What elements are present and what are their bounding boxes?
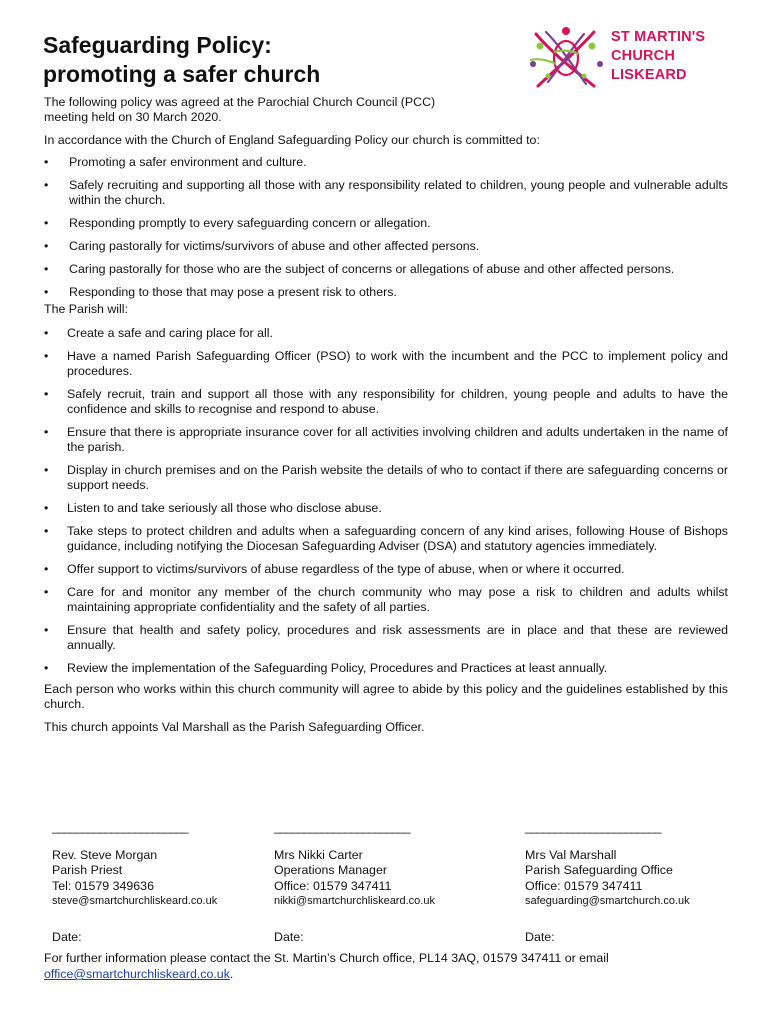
abide-statement: Each person who works within this church community will agree to abide by this policy and the guidelines established by this church. [44,682,728,711]
list-item: • Take steps to protect children and adults when a safeguarding concern of any kind arises, following House of Bishops guidance, including notifying the Diocesan Safeguarding Adviser (DSA) and statutory agencies immediately. [44,524,728,554]
signature-line: _______________________ [274,820,410,834]
committed-intro: In accordance with the Church of England Safeguarding Policy our church is committed to: [44,133,540,147]
logo-wordmark [611,28,705,85]
signatory-phone: Office: 01579 347411 [274,878,392,893]
signatory-role: Parish Priest [52,863,123,877]
list-item: • Safely recruit, train and support all those with any responsibility for children, young people and adults to have the confidence and skills to recognise and respond to abuse. [44,387,728,417]
signatory-role: Parish Safeguarding Office [525,863,673,877]
signatures [52,820,742,944]
list-item: • Promoting a safer environment and culture. [44,155,728,170]
contact-footer [44,950,734,982]
list-item: • Create a safe and caring place for all. [44,326,728,341]
logo-line-3: LISKEARD [611,67,687,83]
list-item: • Responding to those that may pose a present risk to others. [44,285,728,300]
date-label: Date: [525,929,555,944]
page-title [43,31,320,89]
signature-block-priest [52,820,217,945]
signature-line: _______________________ [525,820,661,834]
title-line-2: promoting a safer church [43,61,321,87]
parish-duties-list [44,326,728,676]
list-item: • Caring pastorally for victims/survivors of abuse and other affected persons. [44,239,728,254]
policy-body [44,95,728,743]
office-email-link[interactable]: office@smartchurchliskeard.co.uk [44,967,230,981]
signature-block-safeguarding [525,820,690,945]
signatory-email: nikki@smartchurchliskeard.co.uk [274,895,435,907]
commitments-list [44,155,728,300]
list-item: • Listen to and take seriously all those who disclose abuse. [44,501,728,516]
list-item: • Ensure that health and safety policy, procedures and risk assessments are in place and that these are reviewed annually. [44,623,728,653]
dancing-figures-logo-icon [528,24,608,94]
signatory-phone: Tel: 01579 349636 [52,878,154,893]
list-item: • Safely recruiting and supporting all those with any responsibility related to children, young people and vulnerable adults within the church. [44,178,728,208]
list-item: • Review the implementation of the Safeguarding Policy, Procedures and Practices at least annually. [44,661,728,676]
signatory-email: safeguarding@smartchurch.co.uk [525,895,690,907]
agreed-statement [44,95,728,125]
list-item: • Display in church premises and on the Parish website the details of who to contact if there are safeguarding concerns or support needs. [44,463,728,493]
title-line-1: Safeguarding Policy: [43,32,272,58]
logo-line-1: ST MARTIN'S [611,29,706,45]
date-label: Date: [274,929,304,944]
list-item: • Offer support to victims/survivors of abuse regardless of the type of abuse, when or where it occurred. [44,562,728,577]
appoints-statement: This church appoints Val Marshall as the Parish Safeguarding Officer. [44,720,425,734]
logo-line-2: CHURCH [611,48,676,64]
signatory-phone: Office: 01579 347411 [525,878,643,893]
list-item: • Care for and monitor any member of the church community who may pose a risk to children and adults whilst maintaining appropriate confidentiality and the safety of all parties. [44,585,728,615]
agreed-line-2: meeting held on 30 March 2020. [44,110,222,124]
list-item: • Have a named Parish Safeguarding Officer (PSO) to work with the incumbent and the PCC to implement policy and procedures. [44,349,728,379]
signatory-name: Mrs Nikki Carter [274,847,363,862]
church-logo [528,24,718,94]
agreed-line-1: The following policy was agreed at the Parochial Church Council (PCC) [44,95,436,109]
signature-block-operations [274,820,435,945]
signature-line: _______________________ [52,820,188,834]
list-item: • Caring pastorally for those who are the subject of concerns or allegations of abuse and other affected persons. [44,262,728,277]
signatory-name: Mrs Val Marshall [525,847,617,862]
footer-text: For further information please contact the St. Martin’s Church office, PL14 3AQ, 01579 347411 or email [44,951,609,965]
signatory-name: Rev. Steve Morgan [52,847,158,862]
list-item: • Responding promptly to every safeguarding concern or allegation. [44,216,728,231]
list-item: • Ensure that there is appropriate insurance cover for all activities involving children and adults undertaken in the name of the parish. [44,425,728,455]
date-label: Date: [52,929,82,944]
footer-end: . [229,967,234,981]
signatory-email: steve@smartchurchliskeard.co.uk [52,895,218,907]
signatory-role: Operations Manager [274,863,387,877]
parish-heading: The Parish will: [44,302,129,316]
